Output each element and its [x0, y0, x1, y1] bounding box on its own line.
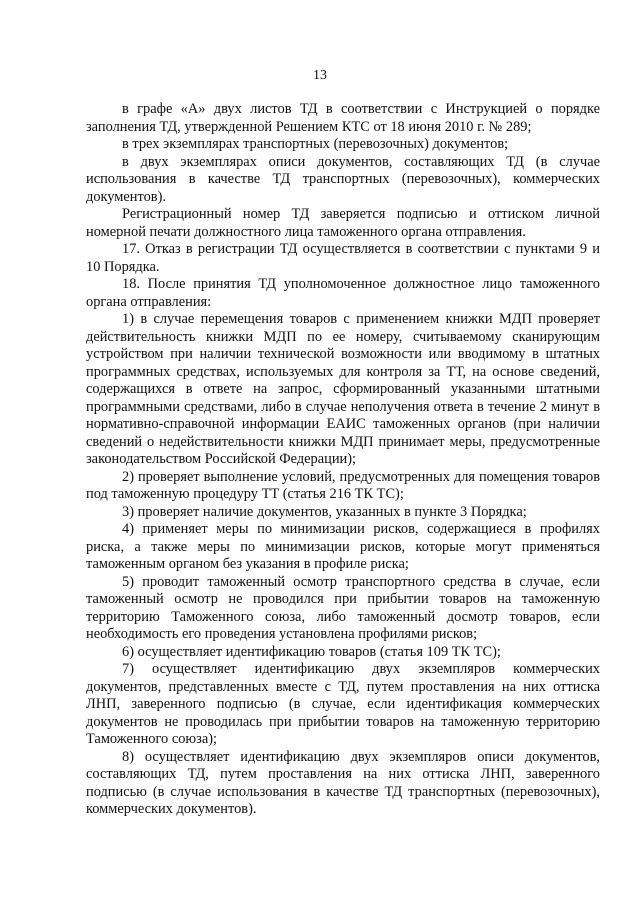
paragraph-subitem-3: 3) проверяет наличие документов, указанных в пункте 3 Порядка;: [122, 503, 527, 520]
paragraph-inventory-copies: в двух экземплярах описи документов, составляющих ТД (в случае использования в качестве ТД транспортных (перевозочных), коммерческих документов).: [86, 153, 600, 205]
paragraph-registration-number: Регистрационный номер ТД заверяется подписью и оттиском личной номерной печати должностного лица таможенного органа отправления.: [86, 206, 600, 240]
paragraph-column-a: в графе «А» двух листов ТД в соответствии с Инструкцией о порядке заполнения ТД, утвержденной Решением КТС от 18 июня 2010 г. № 289;: [86, 101, 600, 135]
paragraph-item-18: 18. После принятия ТД уполномоченное должностное лицо таможенного органа отправления:: [86, 276, 600, 310]
paragraph-subitem-2: 2) проверяет выполнение условий, предусмотренных для помещения товаров под таможенную процедуру ТТ (статья 216 ТК ТС);: [86, 468, 600, 502]
page-number: 13: [313, 68, 327, 83]
paragraph-subitem-1: 1) в случае перемещения товаров с применением книжки МДП проверяет действительность книжки МДП по ее номеру, считываемому сканирующим устройством при наличии технической возможности или вводимому в штатных программных средствах, используемых для контроля за ТТ, на основе сведений, содержащихся в ответе на запрос, сформированный указанными штатными программными средствами, либо в случае неполучения ответа в течение 2 минут в нормативно-справочной информации ЕАИС таможенных органов (при наличии сведений о недействительности книжки МДП принимает меры, предусмотренные законодательством Российской Федерации);: [86, 311, 600, 467]
document-body: [86, 101, 600, 819]
paragraph-subitem-6: 6) осуществляет идентификацию товаров (статья 109 ТК ТС);: [122, 643, 501, 660]
paragraph-item-17: 17. Отказ в регистрации ТД осуществляется в соответствии с пунктами 9 и 10 Порядка.: [86, 241, 600, 275]
paragraph-subitem-5: 5) проводит таможенный осмотр транспортного средства в случае, если таможенный осмотр не проводился при прибытии товаров на таможенную территорию Таможенного союза, либо таможенный досмотр товаров, если необходимость его проведения установлена профилями рисков;: [86, 573, 600, 642]
paragraph-transport-docs: в трех экземплярах транспортных (перевозочных) документов;: [122, 136, 509, 152]
paragraph-subitem-7: 7) осуществляет идентификацию двух экземпляров коммерческих документов, представленных вместе с ТД, путем проставления на них оттиска ЛНП, заверенного подписью (в случае, если идентификация коммерческих документов не проводилась при прибытии товаров на таможенную территорию Таможенного союза);: [86, 661, 600, 747]
paragraph-subitem-4: 4) применяет меры по минимизации рисков, содержащиеся в профилях риска, а также меры по минимизации рисков, которые могут применяться таможенным органом без указания в профиле риска;: [86, 521, 600, 572]
paragraph-subitem-8: 8) осуществляет идентификацию двух экземпляров описи документов, составляющих ТД, путем проставления на них оттиска ЛНП, заверенного подписью (в случае использования в качестве ТД транспортных (перевозочных), коммерческих документов).: [86, 748, 600, 817]
